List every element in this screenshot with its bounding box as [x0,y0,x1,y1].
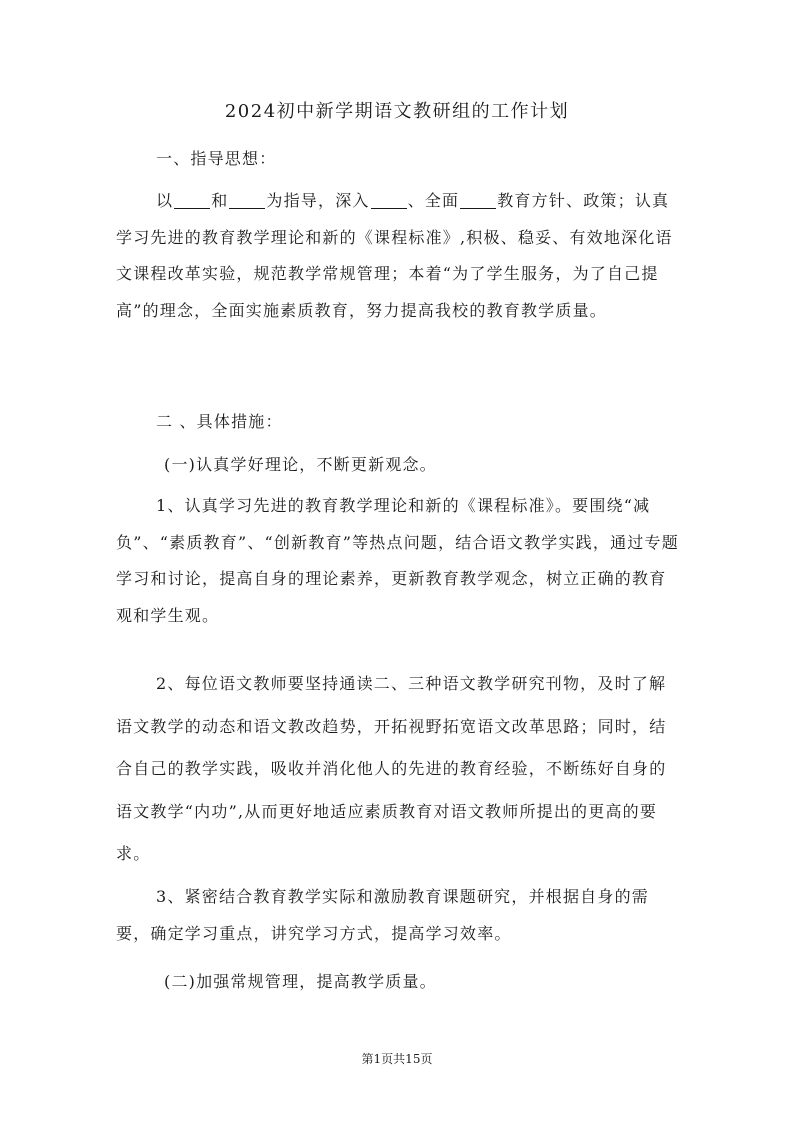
text-run: 教育方针、政策；认真学习先进的教育教学理论和新的《课程标准》,积极、稳妥、有效地深化语文课程改革实验，规范教学常规管理；本着“为了学生服务，为了自己提高”的理念，全面实施素质教育，努力提高我校的教育教学质量。 [116,191,673,320]
text-run: 以 [156,191,174,210]
fill-in-blank [174,192,210,209]
section-heading-guiding-ideology: 一、指导思想： [156,149,277,168]
subsection-heading-management: (二)加强常规管理，提高教学质量。 [164,972,437,991]
text-run: 和 [211,191,229,210]
paragraph-measure-3: 3、紧密结合教育教学实际和激励教育课题研究，并根据自身的需要，确定学习重点，讲究学习方式，提高学习效率。 [116,887,649,943]
paragraph-measure-1: 1、认真学习先进的教育教学理论和新的《课程标准》。要围绕“减负”、“素质教育”、“创新教育”等热点问题，结合语文教学实践，通过专题学习和讨论，提高自身的理论素养，更新教育教学观念，树立正确的教育观和学生观。 [116,496,679,625]
fill-in-blank [460,192,496,209]
page-number-footer: 第1页共15页 [361,1052,433,1066]
paragraph-measure-2: 2、每位语文教师要坚持通读二、三种语文教学研究刊物，及时了解语文教学的动态和语文教改趋势，开拓视野拓宽语文改革思路；同时，结合自己的教学实践，吸收并消化他人的先进的教育经验，不断练好自身的语文教学“内功”,从而更好地适应素质教育对语文教师所提出的更高的要求。 [116,674,667,864]
paragraph-guiding-ideology [116,183,682,329]
document-title: 2024初中新学期语文教研组的工作计划 [224,101,570,122]
subsection-heading-theory: (一)认真学好理论，不断更新观念。 [164,455,437,474]
fill-in-blank [229,192,265,209]
text-run: 、全面 [407,191,460,210]
section-heading-measures: 二 、具体措施： [156,412,283,431]
text-run: 为指导，深入 [266,191,370,210]
fill-in-blank [371,192,407,209]
